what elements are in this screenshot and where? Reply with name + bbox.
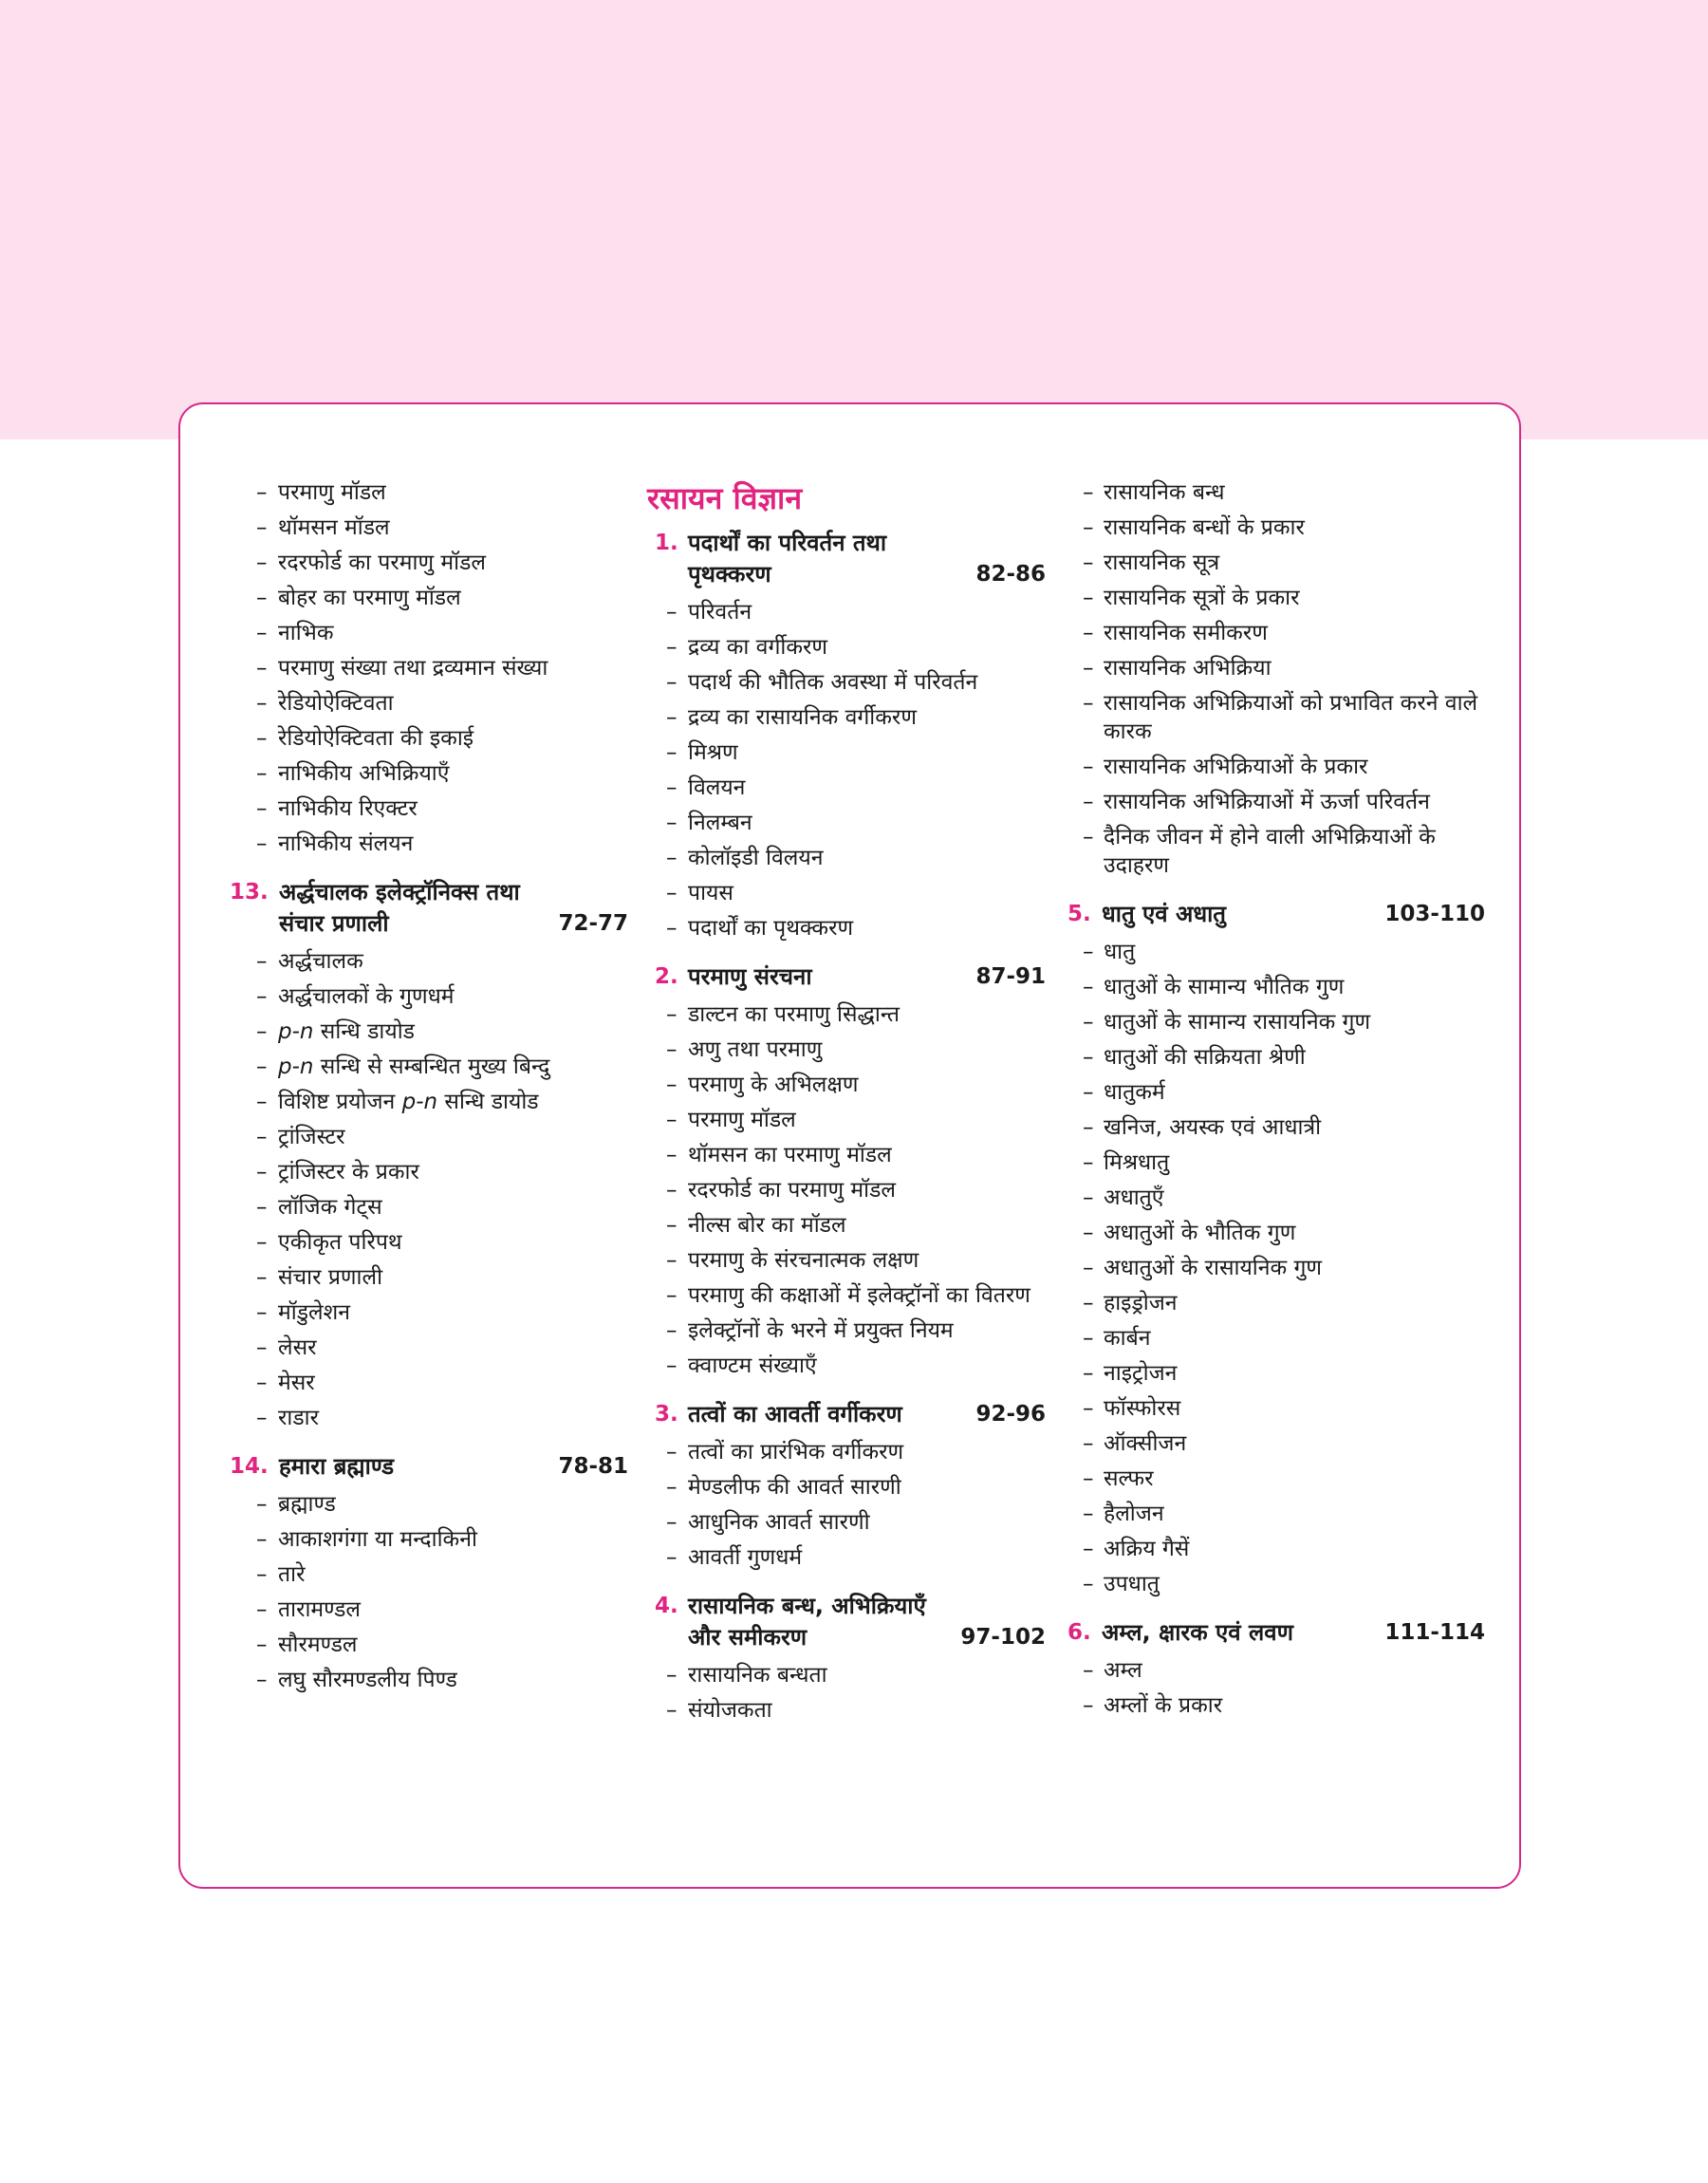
chapter-title: हमारा ब्रह्माण्ड [279, 1453, 395, 1480]
chapter-14[interactable] [230, 1451, 628, 1483]
topic-item: – अम्ल [1068, 1656, 1485, 1685]
chapter-number: 6. [1068, 1620, 1091, 1645]
topic-item: – परमाणु के अभिलक्षण [647, 1071, 1046, 1099]
topic-item: – संचार प्रणाली [230, 1263, 628, 1292]
topic-item: – लेसर [230, 1334, 628, 1362]
topic-item: – अर्द्धचालक [230, 947, 628, 976]
chapter-number: 1. [655, 531, 678, 555]
topic-item: – नाभिकीय रिएक्टर [230, 794, 628, 823]
topic-item: – धातु [1068, 938, 1485, 966]
topic-item: – इलेक्ट्रॉनों के भरने में प्रयुक्त नियम [647, 1316, 1046, 1345]
topic-item: – पायस [647, 879, 1046, 907]
topic-item: – अधातुओं के भौतिक गुण [1068, 1219, 1485, 1247]
topic-item: – रासायनिक बन्धता [647, 1661, 1046, 1689]
topic-item: – ट्रांजिस्टर [230, 1123, 628, 1151]
topic-item: – आवर्ती गुणधर्म [647, 1543, 1046, 1572]
chapter-title: तत्वों का आवर्ती वर्गीकरण [688, 1401, 902, 1427]
topic-item: – अणु तथा परमाणु [647, 1036, 1046, 1064]
chapter-number: 2. [655, 964, 678, 989]
topic-item: – रासायनिक सूत्रों के प्रकार [1068, 584, 1485, 612]
topic-item: – मॉडुलेशन [230, 1298, 628, 1327]
column-3 [1068, 478, 1485, 1726]
topic-item: – रासायनिक अभिक्रिया [1068, 654, 1485, 682]
topic-item: – p-n सन्धि डायोड [230, 1017, 628, 1046]
chapter-pages: 78-81 [558, 1454, 628, 1479]
chapter-pages: 97-102 [960, 1625, 1046, 1650]
topic-item: – संयोजकता [647, 1696, 1046, 1725]
topic-item: – मिश्रण [647, 738, 1046, 767]
topic-list [647, 1000, 1046, 1380]
topic-list [647, 1438, 1046, 1572]
topic-list [230, 1490, 628, 1694]
chapter-pages: 72-77 [558, 911, 628, 936]
topic-item: – थॉमसन का परमाणु मॉडल [647, 1141, 1046, 1169]
topic-list [230, 478, 628, 858]
chapter-pages: 92-96 [975, 1402, 1046, 1427]
topic-item: – सौरमण्डल [230, 1631, 628, 1659]
topic-item: – धातुओं के सामान्य भौतिक गुण [1068, 973, 1485, 1001]
topic-item: – आकाशगंगा या मन्दाकिनी [230, 1525, 628, 1554]
topic-item: – हाइड्रोजन [1068, 1289, 1485, 1317]
chapter-title: धातु एवं अधातु [1102, 901, 1226, 927]
topic-item: – तारे [230, 1560, 628, 1589]
topic-item: – नाभिकीय अभिक्रियाएँ [230, 759, 628, 788]
topic-item: – उपधातु [1068, 1570, 1485, 1598]
topic-item: – ऑक्सीजन [1068, 1429, 1485, 1458]
topic-item: – लॉजिक गेट्स [230, 1193, 628, 1222]
topic-list [647, 598, 1046, 942]
topic-item: – अर्द्धचालकों के गुणधर्म [230, 982, 628, 1011]
chapter-pages: 103-110 [1384, 902, 1485, 926]
chapter-number: 14. [230, 1454, 269, 1479]
topic-list [1068, 1656, 1485, 1720]
topic-item: – दैनिक जीवन में होने वाली अभिक्रियाओं के उदाहरण [1068, 823, 1485, 880]
chapter-6[interactable] [1068, 1617, 1485, 1649]
topic-item: – बोहर का परमाणु मॉडल [230, 584, 628, 612]
chapter-2[interactable] [647, 961, 1046, 993]
topic-item: – रेडियोऐक्टिवता [230, 689, 628, 718]
topic-list [647, 1661, 1046, 1725]
topic-item: – नाइट्रोजन [1068, 1359, 1485, 1388]
topic-item: – द्रव्य का रासायनिक वर्गीकरण [647, 703, 1046, 732]
topic-item: – राडार [230, 1404, 628, 1432]
topic-item: – p-n सन्धि से सम्बन्धित मुख्य बिन्दु [230, 1053, 628, 1081]
topic-item: – तत्वों का प्रारंभिक वर्गीकरण [647, 1438, 1046, 1466]
topic-list [230, 947, 628, 1432]
topic-item: – परमाणु के संरचनात्मक लक्षण [647, 1246, 1046, 1275]
chapter-number: 3. [655, 1402, 678, 1427]
topic-item: – डाल्टन का परमाणु सिद्धान्त [647, 1000, 1046, 1029]
topic-item: – लघु सौरमण्डलीय पिण्ड [230, 1666, 628, 1694]
topic-item: – क्वाण्टम संख्याएँ [647, 1352, 1046, 1380]
topic-item: – द्रव्य का वर्गीकरण [647, 633, 1046, 662]
chapter-pages: 87-91 [975, 964, 1046, 989]
topic-item: – रासायनिक अभिक्रियाओं में ऊर्जा परिवर्तन [1068, 788, 1485, 816]
topic-item: – रदरफोर्ड का परमाणु मॉडल [230, 549, 628, 577]
topic-item: – पदार्थ की भौतिक अवस्था में परिवर्तन [647, 668, 1046, 697]
chapter-13[interactable] [230, 877, 628, 940]
topic-item: – नाभिक [230, 619, 628, 647]
topic-item: – परमाणु मॉडल [647, 1106, 1046, 1134]
chapter-1[interactable] [647, 528, 1046, 590]
chapter-title: अम्ल, क्षारक एवं लवण [1102, 1619, 1293, 1646]
topic-item: – कार्बन [1068, 1324, 1485, 1353]
topic-item: – धातुओं की सक्रियता श्रेणी [1068, 1043, 1485, 1072]
topic-item: – तारामण्डल [230, 1595, 628, 1624]
topic-item: – रासायनिक अभिक्रियाओं के प्रकार [1068, 753, 1485, 781]
topic-item: – नाभिकीय संलयन [230, 830, 628, 858]
topic-item: – रेडियोऐक्टिवता की इकाई [230, 724, 628, 753]
topic-item: – धातुओं के सामान्य रासायनिक गुण [1068, 1008, 1485, 1036]
chapter-pages: 111-114 [1384, 1620, 1485, 1645]
topic-item: – खनिज, अयस्क एवं आधात्री [1068, 1113, 1485, 1142]
chapter-title: पदार्थों का परिवर्तन तथा पृथक्करण [688, 530, 887, 588]
chapter-number: 5. [1068, 902, 1091, 926]
topic-item: – अक्रिय गैसें [1068, 1535, 1485, 1563]
topic-item: – रासायनिक बन्धों के प्रकार [1068, 513, 1485, 542]
chapter-title: रासायनिक बन्ध, अभिक्रियाएँ और समीकरण [688, 1593, 926, 1651]
topic-item: – मेसर [230, 1369, 628, 1397]
chapter-number: 13. [230, 880, 269, 905]
topic-item: – निलम्बन [647, 809, 1046, 837]
topic-item: – आधुनिक आवर्त सारणी [647, 1508, 1046, 1537]
topic-item: – रासायनिक समीकरण [1068, 619, 1485, 647]
topic-item: – अम्लों के प्रकार [1068, 1691, 1485, 1720]
topic-item: – नील्स बोर का मॉडल [647, 1211, 1046, 1240]
chapter-5[interactable] [1068, 899, 1485, 930]
topic-item: – अधातुओं के रासायनिक गुण [1068, 1254, 1485, 1282]
topic-item: – सल्फर [1068, 1465, 1485, 1493]
topic-item: – रासायनिक बन्ध [1068, 478, 1485, 507]
topic-item: – ट्रांजिस्टर के प्रकार [230, 1158, 628, 1186]
section-title: रसायन विज्ञान [647, 480, 803, 516]
chapter-title: अर्द्धचालक इलेक्ट्रॉनिक्स तथा संचार प्रणाली [279, 879, 520, 937]
topic-item: – रासायनिक अभिक्रियाओं को प्रभावित करने वाले कारक [1068, 689, 1485, 746]
topic-list [1068, 938, 1485, 1598]
topic-item: – विशिष्ट प्रयोजन p-n सन्धि डायोड [230, 1088, 628, 1116]
header-band [0, 0, 1708, 439]
topic-item: – हैलोजन [1068, 1500, 1485, 1528]
topic-item: – अधातुएँ [1068, 1184, 1485, 1212]
topic-item: – रदरफोर्ड का परमाणु मॉडल [647, 1176, 1046, 1204]
topic-item: – कोलॉइडी विलयन [647, 844, 1046, 872]
topic-item: – परमाणु की कक्षाओं में इलेक्ट्रॉनों का वितरण [647, 1281, 1046, 1310]
chapter-4[interactable] [647, 1591, 1046, 1653]
topic-item: – परमाणु संख्या तथा द्रव्यमान संख्या [230, 654, 628, 682]
column-2 [647, 478, 1046, 1731]
topic-item: – ब्रह्माण्ड [230, 1490, 628, 1519]
topic-item: – रासायनिक सूत्र [1068, 549, 1485, 577]
topic-item: – परमाणु मॉडल [230, 478, 628, 507]
contents-card [178, 402, 1521, 1889]
chapter-3[interactable] [647, 1399, 1046, 1430]
topic-item: – मेण्डलीफ की आवर्त सारणी [647, 1473, 1046, 1502]
topic-item: – विलयन [647, 774, 1046, 802]
topic-item: – पदार्थों का पृथक्करण [647, 914, 1046, 942]
topic-item: – एकीकृत परिपथ [230, 1228, 628, 1257]
chapter-title: परमाणु संरचना [688, 963, 812, 990]
column-1 [230, 478, 628, 1701]
chapter-number: 4. [655, 1594, 678, 1618]
topic-item: – परिवर्तन [647, 598, 1046, 626]
chapter-pages: 82-86 [975, 562, 1046, 587]
topic-item: – धातुकर्म [1068, 1078, 1485, 1107]
topic-item: – फॉस्फोरस [1068, 1394, 1485, 1423]
topic-list [1068, 478, 1485, 880]
topic-item: – मिश्रधातु [1068, 1148, 1485, 1177]
topic-item: – थॉमसन मॉडल [230, 513, 628, 542]
